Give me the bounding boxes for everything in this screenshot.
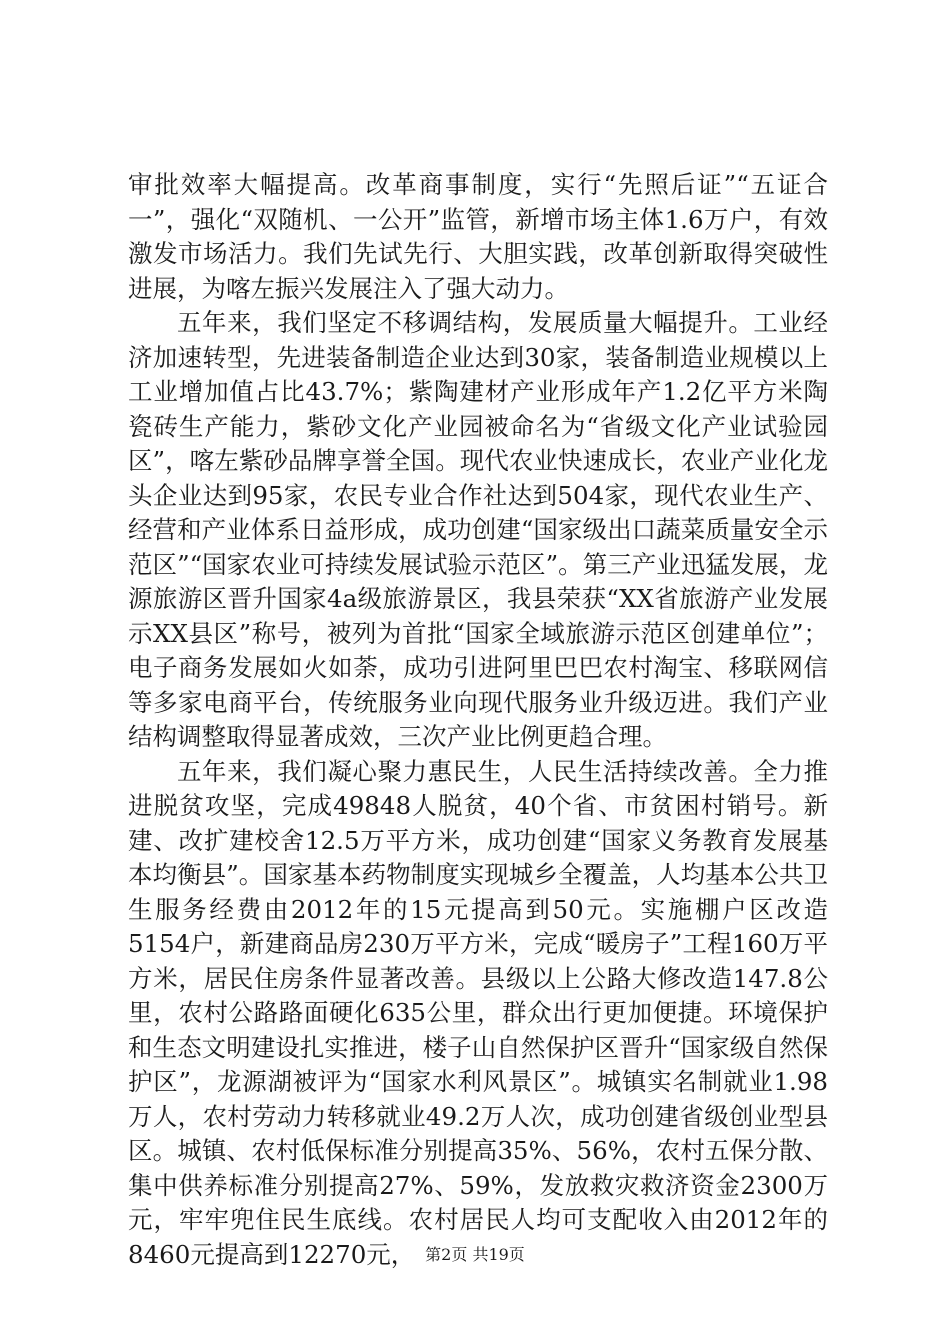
page-number-footer: 第2页 共19页 (425, 1245, 525, 1264)
paragraph-livelihood: 五年来，我们凝心聚力惠民生，人民生活持续改善。全力推进脱贫攻坚，完成49848人脱贫，40个省、市贫困村销号。新建、改扩建校舍12.5万平方米，成功创建“国家义务教育发展基本均衡县”。国家基本药物制度实现城乡全覆盖，人均基本公共卫生服务经费由2012年的15元提高到50元。实施棚户区改造5154户，新建商品房230万平方米，完成“暖房子”工程160万平方米，居民住房条件显著改善。县级以上公路大修改造147.8公里，农村公路路面硬化635公里，群众出行更加便捷。环境保护和生态文明建设扎实推进，楼子山自然保护区晋升“国家级自然保护区”，龙源湖被评为“国家水利风景区”。城镇实名制就业1.98万人，农村劳动力转移就业49.2万人次，成功创建省级创业型县区。城镇、农村低保标准分别提高35%、56%，农村五保分散、集中供养标准分别提高27%、59%，发放救灾救济资金2300万元，牢牢兜住民生底线。农村居民人均可支配收入由2012年的8460元提高到12270元， (128, 756, 828, 1269)
paragraph-continued: 审批效率大幅提高。改革商事制度，实行“先照后证”“五证合一”，强化“双随机、一公开”监管，新增市场主体1.6万户，有效激发市场活力。我们先试先行、大胆实践，改革创新取得突破性进展，为喀左振兴发展注入了强大动力。 (128, 170, 828, 303)
document-body (128, 168, 828, 1272)
paragraph-adjust-structure: 五年来，我们坚定不移调结构，发展质量大幅提升。工业经济加速转型，先进装备制造企业达到30家，装备制造业规模以上工业增加值占比43.7%；紫陶建材产业形成年产1.2亿平方米陶瓷砖生产能力，紫砂文化产业园被命名为“省级文化产业试验园区”，喀左紫砂品牌享誉全国。现代农业快速成长，农业产业化龙头企业达到95家，农民专业合作社达到504家，现代农业生产、经营和产业体系日益形成，成功创建“国家级出口蔬菜质量安全示范区”“国家农业可持续发展试验示范区”。第三产业迅猛发展，龙源旅游区晋升国家4a级旅游景区，我县荣获“XX省旅游产业发展示XX县区”称号，被列为首批“国家全域旅游示范区创建单位”；电子商务发展如火如荼，成功引进阿里巴巴农村淘宝、移联网信等多家电商平台，传统服务业向现代服务业升级迈进。我们产业结构调整取得显著成效，三次产业比例更趋合理。 (128, 308, 828, 751)
